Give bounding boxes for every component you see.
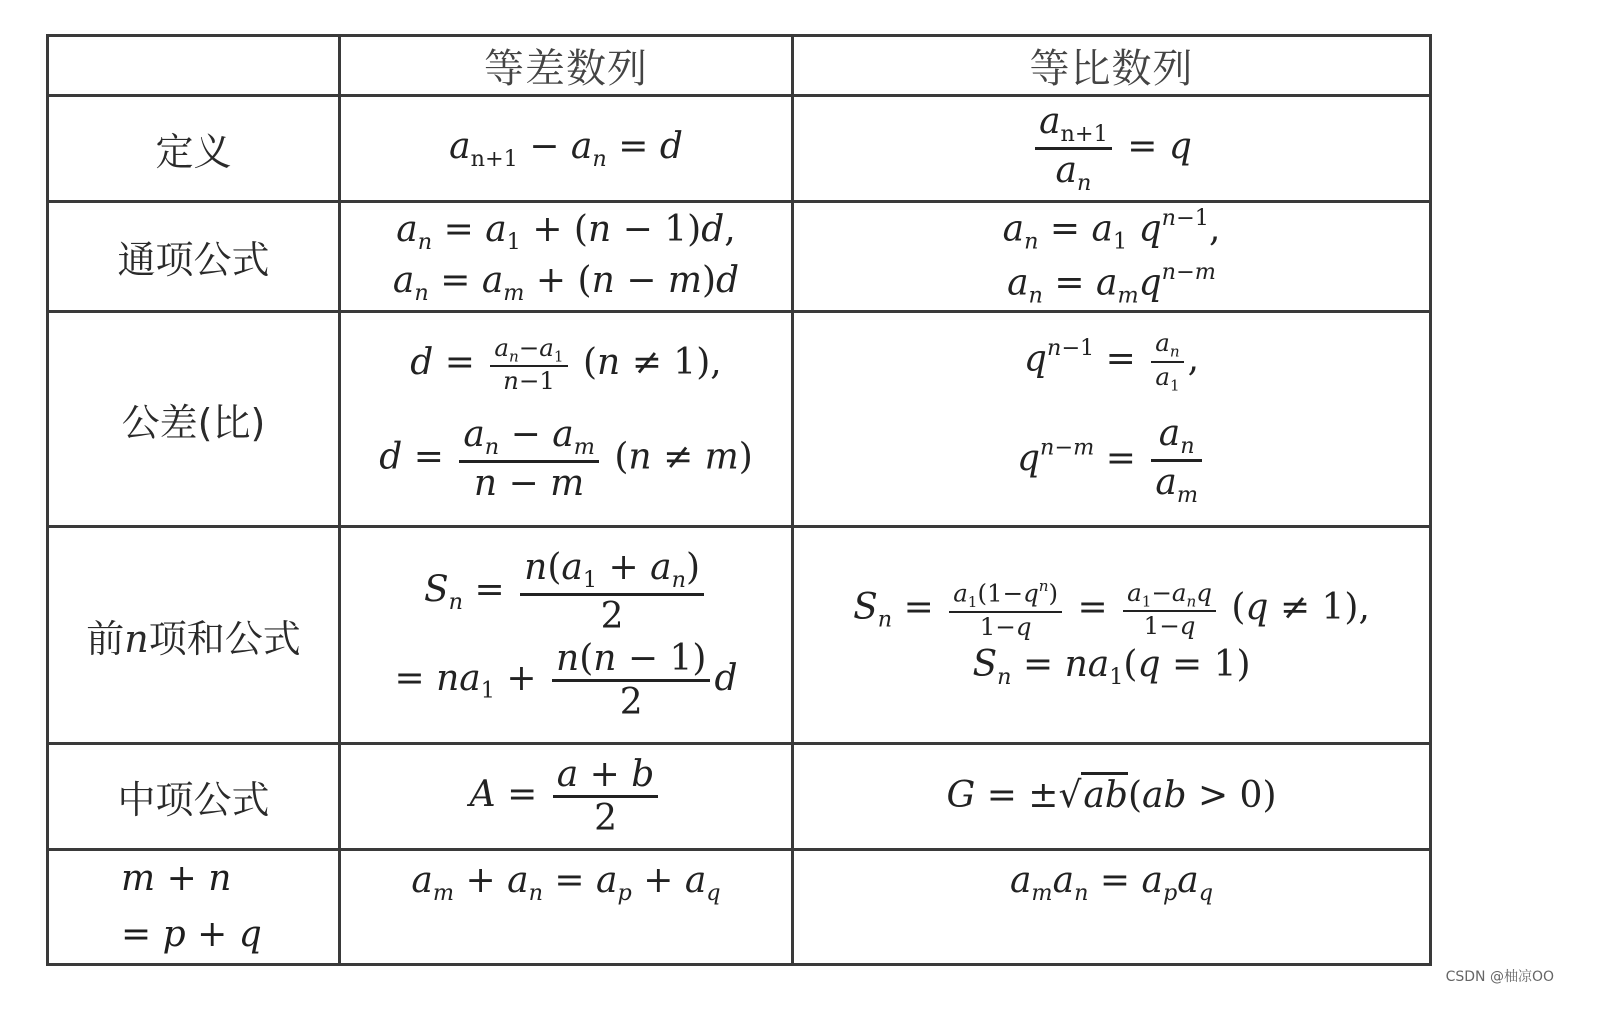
label-index-property [48, 850, 340, 965]
label-index-line2: = p + q [121, 914, 262, 956]
arith-sum-formula: $S_n$ = $\frac{n(a_1 + a_n)}{2}$ = $na_1$ + $\frac{n(n - 1)}{2}$ d [340, 527, 793, 744]
geo-sum-formula: $S_n$ = $\frac{a_1(1-q^n)}{1-q}$ = $\frac{a_1-a_nq}{1-q}$ (q ≠ 1), $S_n = na_1(q = 1)$ [793, 527, 1431, 744]
label-general-term: 通项公式 [48, 202, 340, 312]
geo-common-ratio: $q^{n-1}$ = $\frac{a_n}{a_1}$ , $q^{n-m}$ = $\frac{a_n}{a_m}$ [793, 312, 1431, 527]
geo-general-term: $a_n = a_1$ $q^{n-1}$, $a_n = a_mq^{n-m}$ [793, 202, 1431, 312]
arith-index-property: $a_m + a_n = a_p + a_q$ [340, 850, 793, 965]
arith-common-diff: d = $\frac{a_n-a_1}{n-1}$ (n ≠ 1), d = $\frac{a_n - a_m}{n - m}$ (n ≠ m) [340, 312, 793, 527]
row-middle-term [48, 744, 1431, 850]
geo-middle-term: G = ±√ab(ab > 0) [793, 744, 1431, 850]
row-general-term [48, 202, 1431, 312]
row-definition [48, 96, 1431, 202]
geo-definition: $\frac{a_{n+1}}{a_n}$ = q [793, 96, 1431, 202]
row-index-property [48, 850, 1431, 965]
label-index-line1: m + n [121, 858, 232, 900]
label-sum-var: n [124, 616, 149, 661]
row-common-diff-ratio [48, 312, 1431, 527]
arith-definition: $a_{n+1} - a_n = d$ [340, 96, 793, 202]
label-sum-pre: 前 [86, 616, 125, 661]
header-blank-cell [48, 36, 340, 96]
cropped-title-fragment [70, 0, 610, 4]
label-definition: 定义 [48, 96, 340, 202]
header-geometric: 等比数列 [793, 36, 1431, 96]
arith-middle-term: A = $\frac{a + b}{2}$ [340, 744, 793, 850]
label-middle-term: 中项公式 [48, 744, 340, 850]
arith-general-term: $a_n = a_1 + (n - 1)d$, $a_n = a_m + (n - m)d$ [340, 202, 793, 312]
csdn-watermark: CSDN @柚凉OO [1445, 969, 1554, 985]
label-sum-post: 项和公式 [148, 616, 301, 661]
header-row [48, 36, 1431, 96]
label-sum-formula [48, 527, 340, 744]
sequence-comparison-table [46, 34, 1432, 966]
row-sum-formula [48, 527, 1431, 744]
label-common-diff-ratio: 公差(比) [48, 312, 340, 527]
geo-index-property: $a_ma_n = a_pa_q$ [793, 850, 1431, 965]
header-arithmetic: 等差数列 [340, 36, 793, 96]
